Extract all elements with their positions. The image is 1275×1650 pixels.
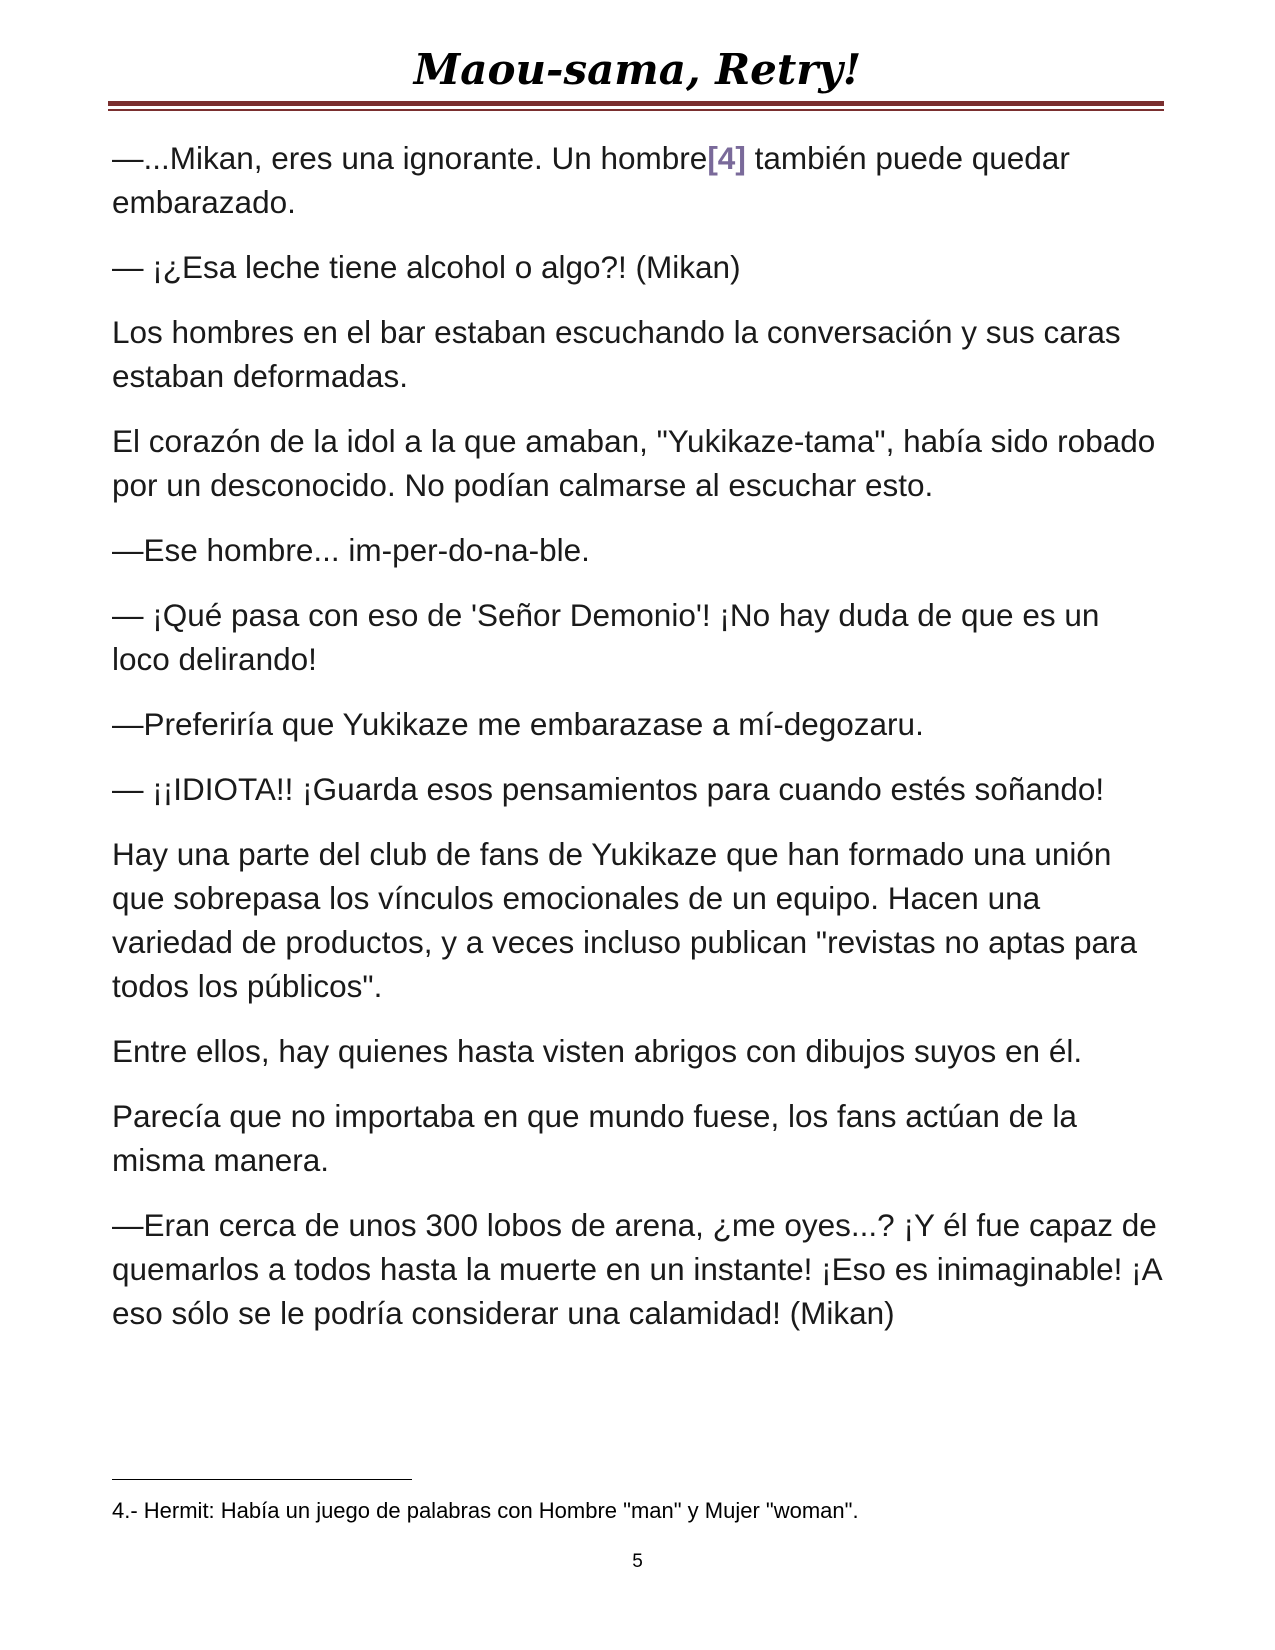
paragraph: — ¡¡IDIOTA!! ¡Guarda esos pensamientos para cuando estés soñando! [112, 771, 1105, 807]
footnote-reference-4[interactable]: [4] [707, 140, 746, 176]
body-text [112, 136, 1162, 1356]
page-header-title: Maou-sama, Retry! [413, 45, 862, 94]
paragraph: — ¡Qué pasa con eso de 'Señor Demonio'! ¡No hay duda de que es un loco delirando! [112, 597, 1100, 677]
page-number: 5 [632, 1551, 643, 1572]
header-rule-thick [108, 101, 1164, 106]
header-rule-thin [108, 109, 1164, 111]
paragraph: — ¡¿Esa leche tiene alcohol o algo?! (Mikan) [112, 249, 741, 285]
footnote-4: 4.- Hermit: Había un juego de palabras con Hombre "man" y Mujer "woman". [112, 1498, 859, 1523]
paragraph: Parecía que no importaba en que mundo fuese, los fans actúan de la misma manera. [112, 1098, 1077, 1178]
paragraph: —Eran cerca de unos 300 lobos de arena, ¿me oyes...? ¡Y él fue capaz de quemarlos a todos hasta la muerte en un instante! ¡Eso es inimaginable! ¡A eso sólo se le podría considerar una calamidad! (Mikan) [112, 1207, 1161, 1331]
paragraph: Los hombres en el bar estaban escuchando la conversación y sus caras estaban deformadas. [112, 314, 1121, 394]
paragraph-1-start: —...Mikan, eres una ignorante. Un hombre [112, 140, 708, 176]
paragraph: —Ese hombre... im-per-do-na-ble. [112, 532, 590, 568]
paragraph: —Preferiría que Yukikaze me embarazase a mí-degozaru. [112, 706, 924, 742]
paragraph: Entre ellos, hay quienes hasta visten abrigos con dibujos suyos en él. [112, 1033, 1083, 1069]
paragraph: El corazón de la idol a la que amaban, "Yukikaze-tama", había sido robado por un desconocido. No podían calmarse al escuchar esto. [112, 423, 1156, 503]
paragraph-1-end: también puede quedar embarazado. [112, 140, 1070, 220]
footnote-separator [112, 1479, 412, 1480]
paragraph-1 [112, 136, 1162, 224]
paragraph: Hay una parte del club de fans de Yukikaze que han formado una unión que sobrepasa los vínculos emocionales de un equipo. Hacen una variedad de productos, y a veces incluso publican "revistas no aptas para todos los públicos". [112, 836, 1138, 1004]
